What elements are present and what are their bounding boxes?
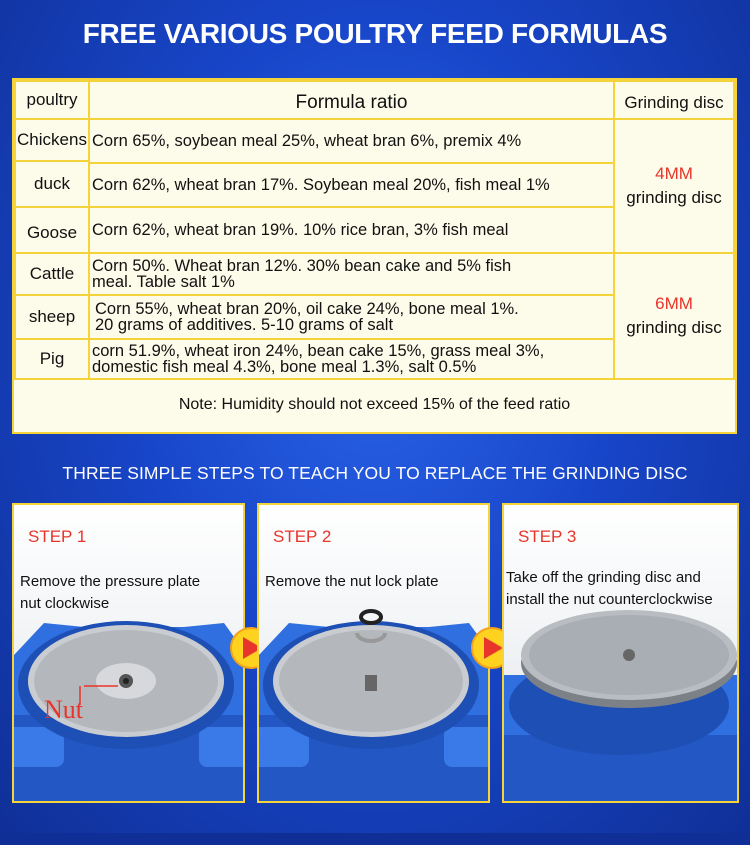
- disc-label: grinding disc: [626, 188, 722, 207]
- footer-band: [0, 833, 750, 845]
- header-formula-label: Formula ratio: [295, 92, 408, 113]
- step-2-label: STEP 2: [273, 527, 332, 546]
- formula-line: meal. Table salt 1%: [92, 273, 235, 291]
- row-chickens-formula: [88, 118, 615, 164]
- formula-line: corn 51.9%, wheat iron 24%, bean cake 15%, grass meal 3%,: [92, 342, 545, 360]
- note-text: Note: Humidity should not exceed 15% of the feed ratio: [178, 396, 571, 413]
- step-3-panel: [502, 503, 739, 803]
- disc-label: grinding disc: [626, 318, 722, 337]
- step-3-text-line: Take off the grinding disc and: [506, 569, 701, 586]
- step-3-instructions: [506, 567, 713, 611]
- row-goose-formula: [88, 206, 615, 254]
- formula-line: 20 grams of additives. 5-10 grams of salt: [95, 316, 394, 334]
- formula-line: Corn 55%, wheat bran 20%, oil cake 24%, bone meal 1%.: [95, 300, 519, 318]
- formula-line: Corn 62%, wheat bran 19%. 10% rice bran, 3% fish meal: [92, 221, 509, 239]
- animal-label: Chickens: [17, 130, 87, 149]
- formula-line: Corn 65%, soybean meal 25%, wheat bran 6%, premix 4%: [92, 132, 522, 150]
- header-disc-label: Grinding disc: [624, 93, 724, 112]
- step-1-label: STEP 1: [28, 527, 87, 546]
- header-poultry-label: poultry: [26, 90, 78, 109]
- header-disc: [613, 80, 735, 120]
- steps-title: THREE SIMPLE STEPS TO TEACH YOU TO REPLACE THE GRINDING DISC: [62, 463, 688, 483]
- row-sheep-formula: [88, 294, 615, 340]
- feed-formula-table: [12, 78, 737, 434]
- humidity-note: [14, 378, 735, 432]
- step-1-text-line: Remove the pressure plate: [20, 573, 201, 590]
- row-duck-animal: [14, 160, 90, 208]
- step-2-panel: [257, 503, 490, 803]
- animal-label: sheep: [28, 307, 76, 326]
- row-pig-formula: [88, 338, 615, 380]
- animal-label: duck: [34, 174, 70, 193]
- row-sheep-animal: [14, 294, 90, 340]
- step-1-instructions: [20, 571, 200, 615]
- animal-label: Cattle: [29, 264, 75, 283]
- step-1-text-line: nut clockwise: [20, 595, 110, 612]
- header-poultry: [14, 80, 90, 120]
- row-goose-animal: [14, 206, 90, 254]
- row-duck-formula: [88, 162, 615, 208]
- row-cattle-formula: [88, 252, 615, 296]
- disc-group-6mm: [613, 252, 735, 380]
- step-2-machine-illustration: [259, 505, 490, 803]
- step-3-text-line: install the nut counterclockwise: [506, 591, 713, 608]
- row-chickens-animal: [14, 118, 90, 162]
- disc-group-4mm: [613, 118, 735, 254]
- header-formula: [88, 80, 615, 120]
- row-pig-animal: [14, 338, 90, 380]
- animal-label: Goose: [26, 223, 78, 242]
- row-cattle-animal: [14, 252, 90, 296]
- nut-callout-label: Nut: [44, 695, 83, 724]
- page-title: FREE VARIOUS POULTRY FEED FORMULAS: [82, 18, 668, 49]
- step-2-text-line: Remove the nut lock plate: [265, 573, 439, 590]
- step-1-machine-illustration: [14, 505, 245, 803]
- step-2-instructions: [265, 571, 438, 593]
- animal-label: Pig: [39, 349, 65, 368]
- step-1-panel: [12, 503, 245, 803]
- disc-size-4mm: 4MM: [655, 164, 693, 183]
- disc-size-6mm: 6MM: [655, 294, 693, 313]
- formula-line: Corn 62%, wheat bran 17%. Soybean meal 20%, fish meal 1%: [92, 176, 550, 194]
- formula-line: domestic fish meal 4.3%, bone meal 1.3%, salt 0.5%: [92, 358, 477, 376]
- step-3-label: STEP 3: [518, 527, 577, 546]
- step-3-machine-illustration: [504, 505, 739, 803]
- formula-line: Corn 50%. Wheat bran 12%. 30% bean cake and 5% fish: [92, 257, 512, 275]
